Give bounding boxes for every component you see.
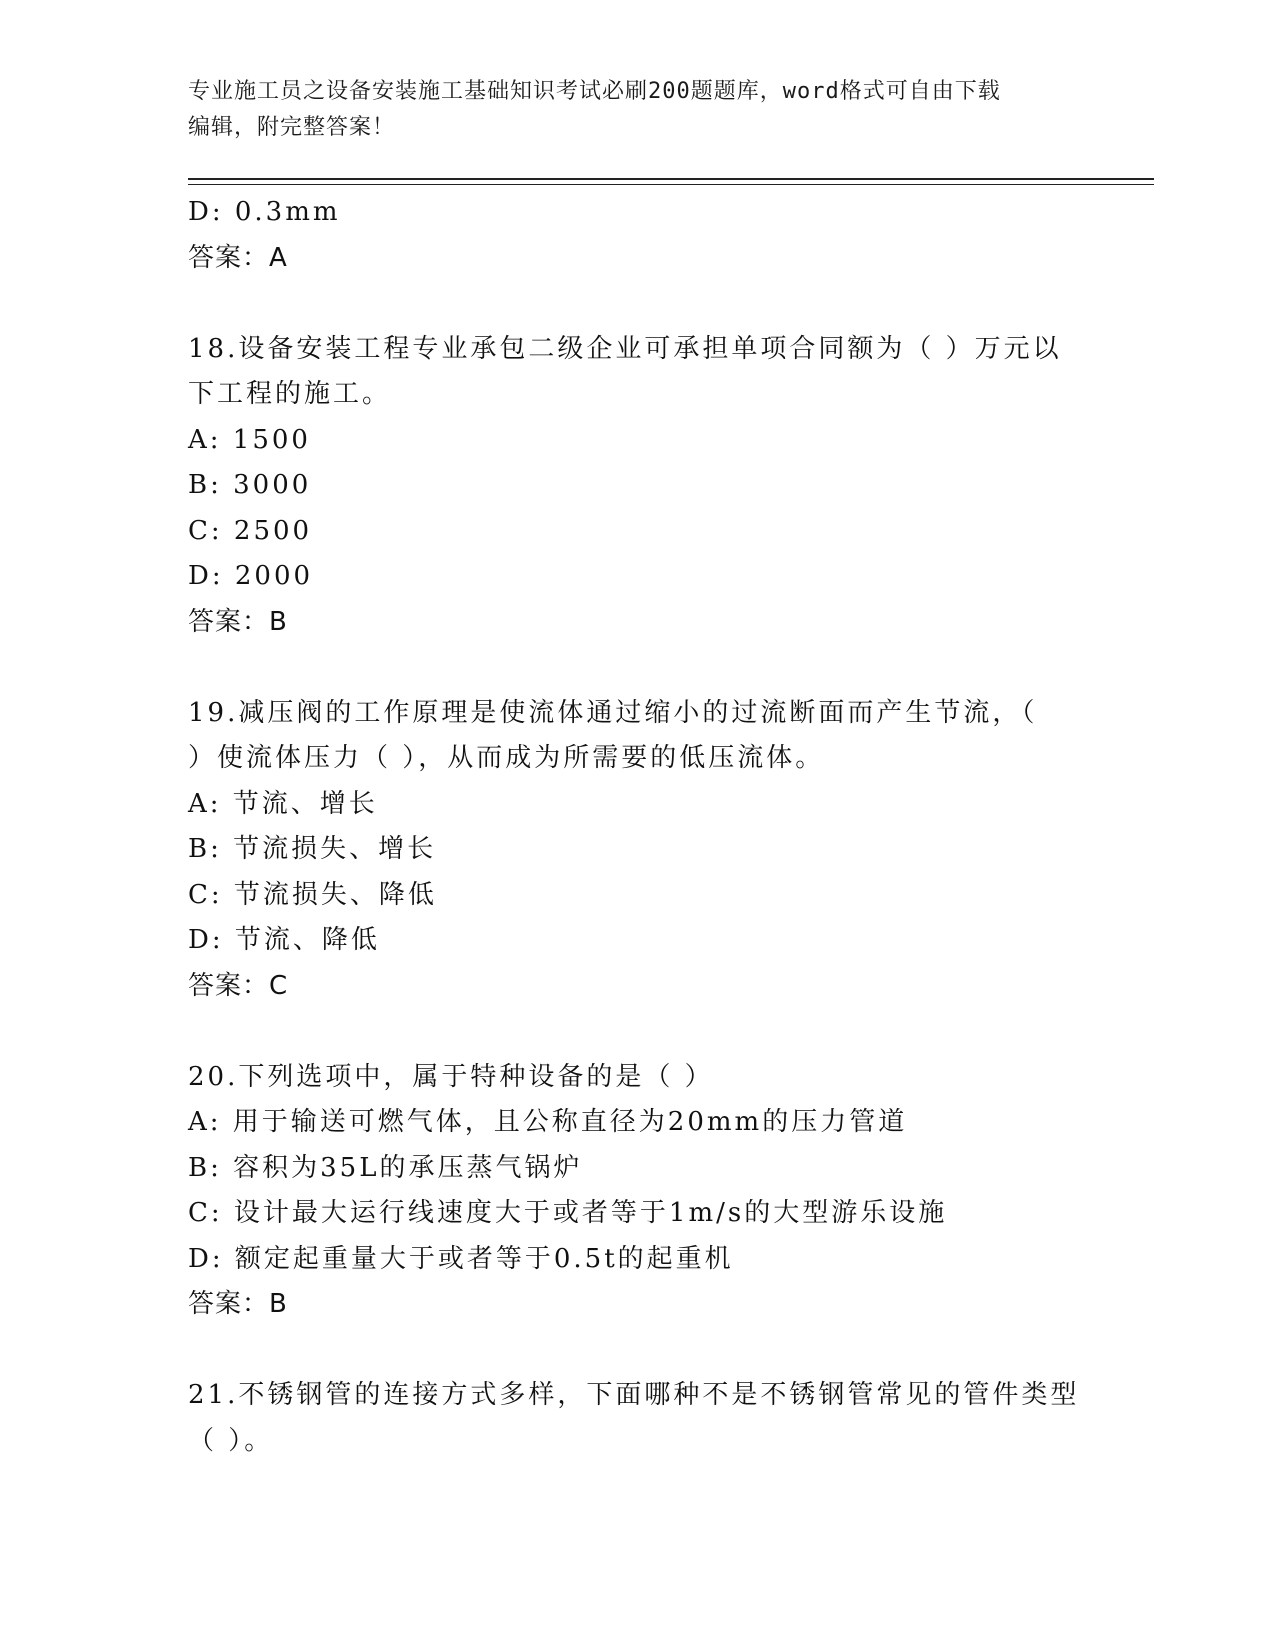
option-b: B: 3000: [188, 470, 312, 500]
spacer: [188, 645, 1148, 691]
question-content: [188, 190, 1148, 1464]
option-d: D: 额定起重量大于或者等于0.5t的起重机: [188, 1243, 734, 1274]
option-d: D: 0.3mm: [188, 197, 341, 227]
option-c: C: 设计最大运行线速度大于或者等于1m/s的大型游乐设施: [188, 1198, 948, 1228]
question-21: [188, 1373, 1148, 1464]
answer-line: 答案：A: [188, 242, 288, 273]
option-c: C: 节流损失、降低: [188, 879, 437, 910]
spacer: [188, 281, 1148, 327]
spacer: [188, 1328, 1148, 1374]
question-18: [188, 327, 1148, 646]
question-19: [188, 691, 1148, 1010]
previous-question-tail: [188, 190, 1148, 281]
question-text: 19.减压阀的工作原理是使流体通过缩小的过流断面而产生节流，（: [188, 697, 1038, 728]
question-text: ）使流体压力（ ），从而成为所需要的低压流体。: [188, 743, 825, 773]
question-text: 18.设备安装工程专业承包二级企业可承担单项合同额为（ ）万元以: [188, 333, 1062, 364]
option-a: A: 节流、增长: [188, 788, 378, 819]
header-line-2: 编辑，附完整答案！: [188, 115, 396, 140]
option-c: C: 2500: [188, 515, 313, 546]
question-text: 21.不锈钢管的连接方式多样，下面哪种不是不锈钢管常见的管件类型: [188, 1380, 1080, 1410]
question-text: 下工程的施工。: [188, 379, 392, 409]
header-divider: [188, 178, 1154, 180]
option-d: D: 节流、降低: [188, 925, 380, 955]
question-20: [188, 1055, 1148, 1328]
option-a: A: 用于输送可燃气体，且公称直径为20mm的压力管道: [188, 1107, 908, 1137]
question-text: 20.下列选项中，属于特种设备的是（ ）: [188, 1061, 714, 1092]
answer-line: 答案：B: [188, 1289, 288, 1319]
document-header: [188, 74, 1068, 146]
answer-line: 答案：C: [188, 970, 289, 1001]
header-divider-thin: [188, 184, 1154, 185]
question-text: （ ）。: [188, 1425, 274, 1456]
answer-line: 答案：B: [188, 606, 288, 637]
option-d: D: 2000: [188, 561, 314, 591]
option-b: B: 容积为35L的承压蒸气锅炉: [188, 1152, 583, 1183]
option-b: B: 节流损失、增长: [188, 834, 437, 864]
header-line-1: 专业施工员之设备安装施工基础知识考试必刷200题题库，word格式可自由下载: [188, 79, 1001, 104]
option-a: A: 1500: [188, 424, 311, 455]
spacer: [188, 1009, 1148, 1055]
